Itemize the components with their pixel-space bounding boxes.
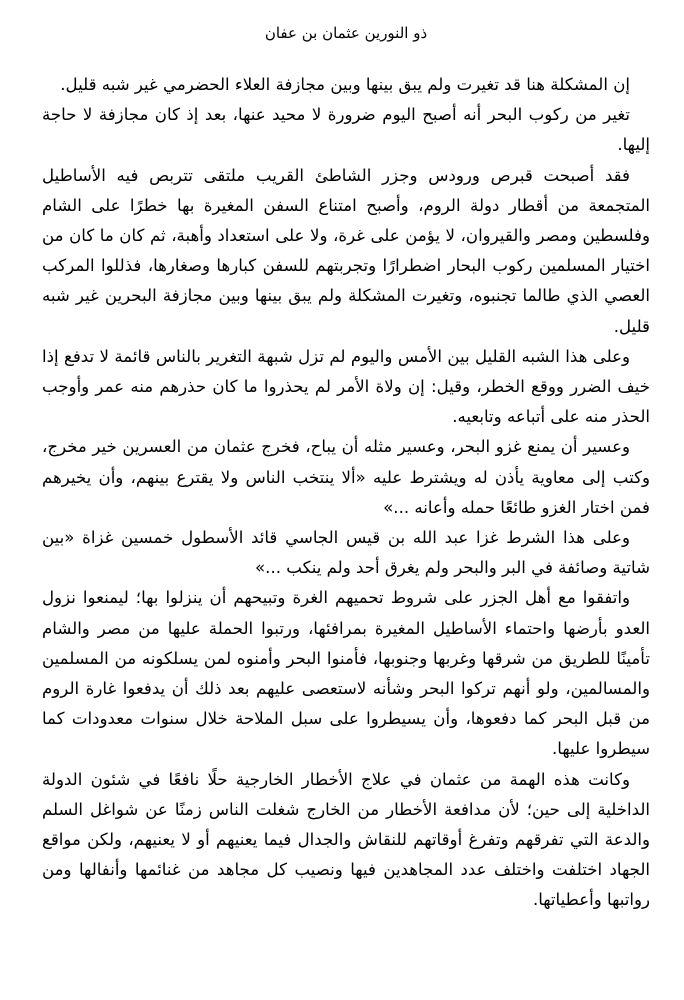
paragraph: وكانت هذه الهمة من عثمان في علاج الأخطار الخارجية حلًا نافعًا في شئون الدولة الداخلية إلى حين؛ لأن مدافعة الأخطار من الخارج شغلت الناس زمنًا عن شواغل السلم والدعة التي تفرقهم وتفرغ أوقاتهم للنقاش والجدال فيما يعنيهم أو لا يعنيهم، ولكن مواقع الجهاد اختلفت واختلف عدد المجاهدين فيها ونصيب كل مجاهد من غنائمها وأنفالها ومن رواتبها وأعطياتها. bbox=[42, 769, 650, 910]
paragraph: وعلى هذا الشرط غزا عبد الله بن قيس الجاسي قائد الأسطول خمسين غزاة «بين شاتية وصائفة في البر والبحر ولم يغرق أحد ولم ينكب ...» bbox=[42, 528, 650, 578]
body-text bbox=[42, 70, 650, 916]
running-header: ذو النورين عثمان بن عفان bbox=[264, 24, 428, 42]
paragraph: إن المشكلة هنا قد تغيرت ولم يبق بينها وبين مجازفة العلاء الحضرمي غير شبه قليل. bbox=[60, 75, 630, 94]
paragraph: تغير من ركوب البحر أنه أصبح اليوم ضرورة لا محيد عنها، بعد إذ كان مجازفة لا حاجة إليها. bbox=[42, 105, 650, 155]
paragraph: واتفقوا مع أهل الجزر على شروط تحميهم الغرة وتبيحهم أن ينزلوا بها؛ ليمنعوا نزول العدو بأرضها واحتماء الأساطيل المغيرة بمرافئها، ورتبوا الحملة عليها من مصر والشام تأمينًا للطريق من شرقها وغربها وجنوبها، فأمنوا البحر وأمنوه لمن يسلكونه من المسلمين والمسالمين، ولو أنهم تركوا البحر وشأنه لاستعصى عليهم بعد ذلك أن يدفعوا غارة الروم من قبل البحر كما دفعوها، وأن يسيطروا على سبل الملاحة خلال سنوات معدودات كما سيطروا عليها. bbox=[42, 588, 650, 759]
paragraph: وعلى هذا الشبه القليل بين الأمس واليوم لم تزل شبهة التغرير بالناس قائمة لا تدفع إذا خيف الضرر ووقع الخطر، وقيل: إن ولاة الأمر لم يحذروا ما كان حذرهم منه عمر وأوجب الحذر منه على أتباعه وتابعيه. bbox=[42, 346, 650, 427]
paragraph: فقد أصبحت قبرص ورودس وجزر الشاطئ القريب ملتقى تتربص فيه الأساطيل المتجمعة من أقطار دولة الروم، وأصبح امتناع السفن المغيرة بها خطرًا على الشام وفلسطين ومصر والقيروان، لا يؤمن على غرة، ولا على استعداد وأهبة، ثم كان ما كان من اختيار المسلمين ركوب البحار اضطرارًا وتجربتهم للسفن كبارها وصغارها، فذللوا المركب العصي الذي طالما تجنبوه، وتغيرت المشكلة ولم يبق بينها وبين مجازفة البحرين غير شبه قليل. bbox=[42, 165, 650, 336]
paragraph: وعسير أن يمنع غزو البحر، وعسير مثله أن يباح، فخرج عثمان من العسرين خير مخرج، وكتب إلى معاوية يأذن له ويشترط عليه «ألا ينتخب الناس ولا يقترع بينهم، وأن يخيرهم فمن اختار الغزو طائعًا حمله وأعانه ...» bbox=[42, 437, 650, 517]
